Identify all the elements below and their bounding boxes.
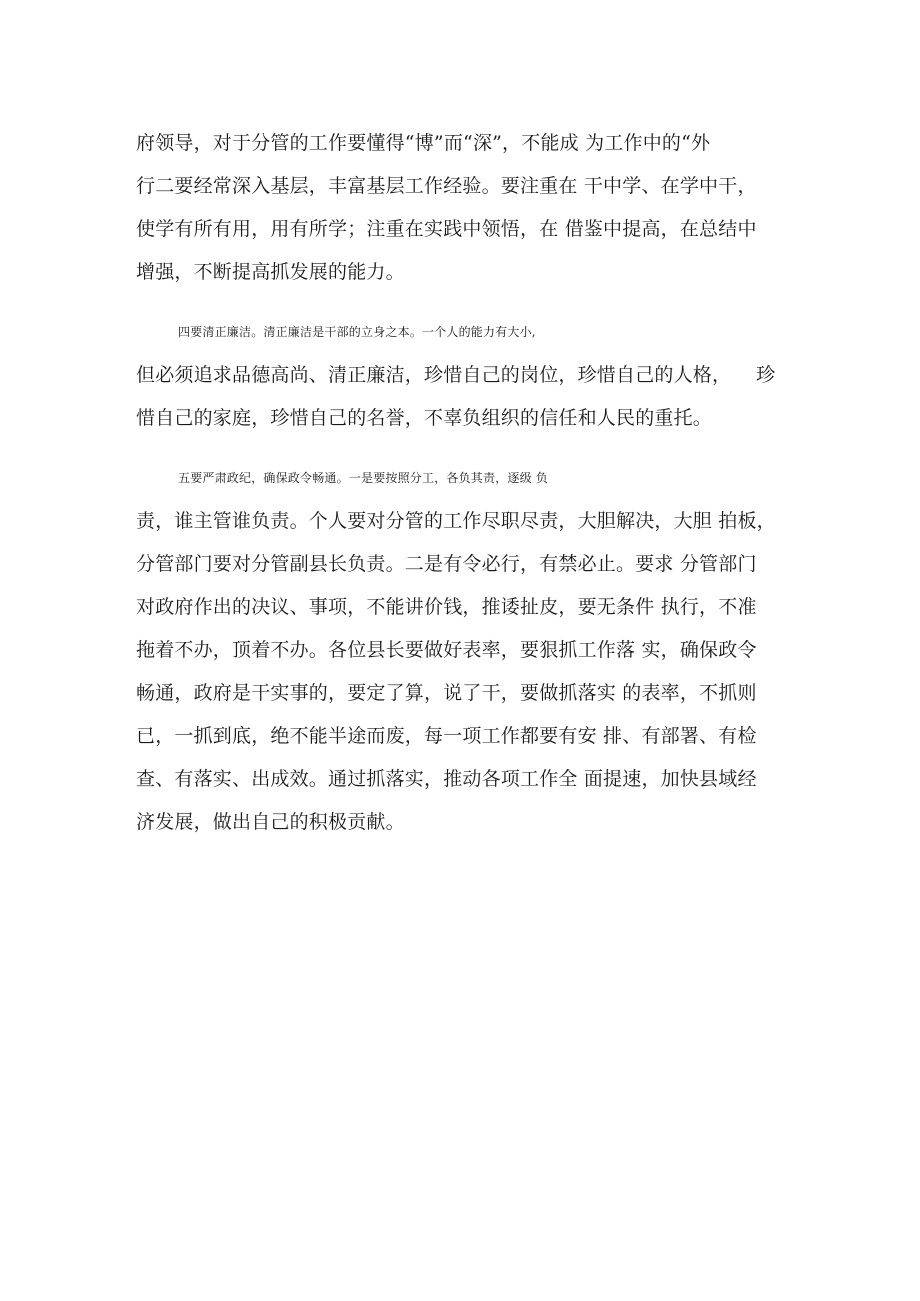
paragraph-3-line-1: 五要严肃政纪，确保政令畅通。一是要按照分工，各负其责，逐级 负 [178,471,549,485]
paragraph-3-line-5: 拖着不办，顶着不办。各位县长要做好表率，要狠抓工作落 实，确保政令 [136,639,757,661]
paragraph-3-line-8: 查、有落实、出成效。通过抓落实，推动各项工作全 面提速，加快县域经 [136,768,757,790]
paragraph-3-line-3: 分管部门要对分管副县长负责。二是有令必行，有禁必止。要求 分管部门 [136,553,757,575]
paragraph-3-line-9: 济发展，做出自己的积极贡献。 [136,811,405,833]
paragraph-3-line-2: 责，谁主管谁负责。个人要对分管的工作尽职尽责，大胆解决，大胆 拍板， [136,510,776,532]
paragraph-3-line-7: 已，一抓到底，绝不能半途而废，每一项工作都要有安 排、有部署、有检 [136,725,757,747]
paragraph-2-line-3: 惜自己的家庭，珍惜自己的名誉，不辜负组织的信任和人民的重托。 [136,407,713,429]
paragraph-2-line-1: 四要清正廉洁。清正廉洁是干部的立身之本。一个人的能力有大小, [178,325,536,339]
paragraph-1-line-3: 使学有所有用，用有所学；注重在实践中领悟，在 借鉴中提高，在总结中 [136,218,757,240]
paragraph-1-line-1: 府领导，对于分管的工作要懂得“博”而“深”，不能成 为工作中的“外 [136,132,711,154]
paragraph-2-line-2: 但必须追求品德高尚、清正廉洁，珍惜自己的岗位，珍惜自己的人格， 珍 [136,364,776,386]
paragraph-3-line-6: 畅通，政府是干实事的，要定了算，说了干，要做抓落实 的表率，不抓则 [136,682,757,704]
paragraph-1-line-4: 增强，不断提高抓发展的能力。 [136,261,405,283]
paragraph-1-line-2: 行二要经常深入基层，丰富基层工作经验。要注重在 干中学、在学中干， [136,175,757,197]
paragraph-3-line-4: 对政府作出的决议、事项，不能讲价钱，推诿扯皮，要无条件 执行，不准 [136,596,757,618]
